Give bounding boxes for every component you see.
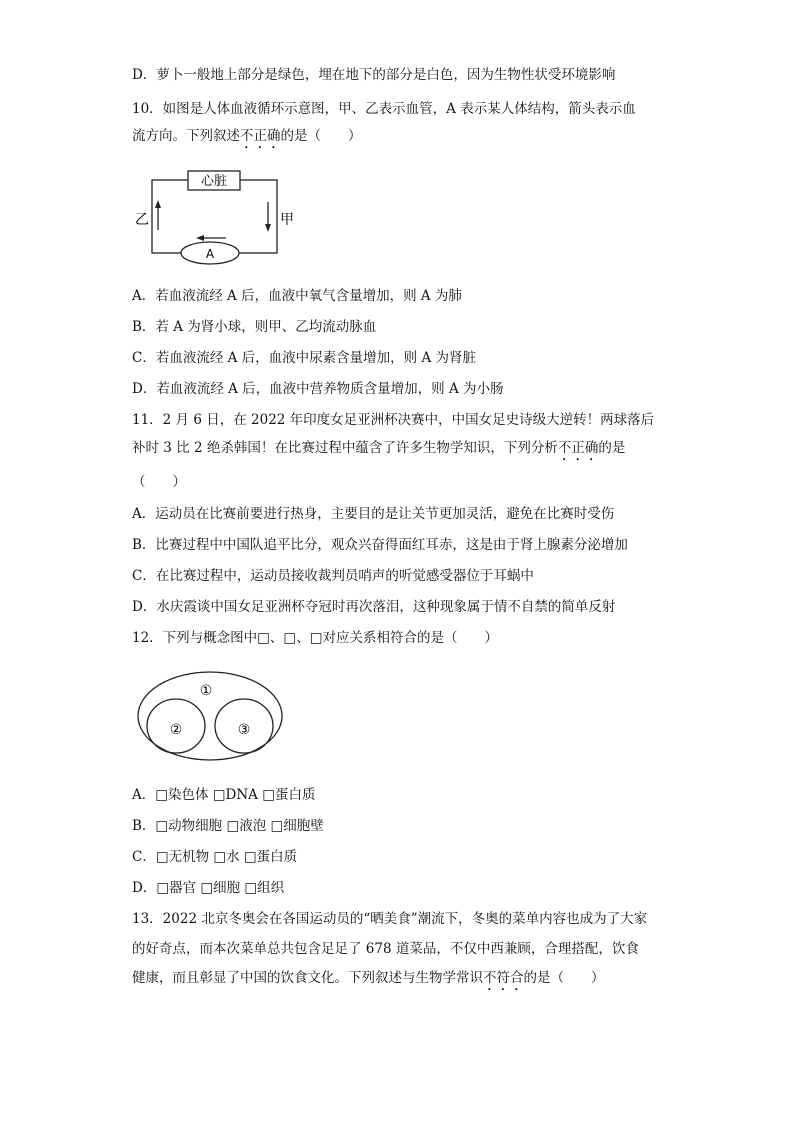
q10-option-a: A．若血液流经 A 后，血液中氧气含量增加，则 A 为肺: [132, 288, 462, 304]
q13-emphasis: 不符合: [483, 970, 524, 986]
q12-stem: 12．下列与概念图中□、□、□对应关系相符合的是（ ）: [132, 630, 498, 646]
q10-stem-line2: [132, 127, 362, 152]
q13-stem-line1: 13．2022 北京冬奥会在各国运动员的“晒美食”潮流下，冬奥的菜单内容也成为了大家: [132, 911, 648, 927]
heart-label: 心脏: [200, 174, 228, 189]
q11-stem-line1: 11．2 月 6 日，在 2022 年印度女足亚洲杯决赛中，中国女足史诗级大逆转！两球落后: [132, 412, 655, 428]
q11-answer-bracket: （ ）: [132, 474, 186, 490]
q13-stem-line2: 的好奇点，而本次菜单总共包含足足了 678 道菜品，不仅中西兼顾，合理搭配，饮食: [132, 941, 639, 957]
vessel-yi-label: 乙: [135, 212, 149, 228]
q11-emphasis: 不正确: [557, 440, 599, 456]
vessel-jia-label: 甲: [280, 212, 294, 228]
q13-stem-tail: 的是（ ）: [523, 970, 605, 986]
q11-option-a: A．运动员在比赛前要进行热身，主要目的是让关节更加灵活，避免在比赛时受伤: [132, 506, 615, 522]
right-down-arrow: [265, 202, 271, 232]
q11-option-d: D．水庆霞谈中国女足亚洲杯夺冠时再次落泪，这种现象属于情不自禁的简单反射: [132, 599, 616, 615]
structure-a-label: A: [205, 247, 215, 261]
q12-option-c: C．□无机物 □水 □蛋白质: [132, 849, 298, 865]
q12-option-d: D．□器官 □细胞 □组织: [132, 880, 285, 896]
q11-stem-tail: 的是: [598, 440, 626, 456]
q11-option-c: C．在比赛过程中，运动员接收裁判员哨声的听觉感受器位于耳蜗中: [132, 568, 534, 584]
left-up-arrow: [155, 200, 161, 230]
concept-label-3: ③: [237, 722, 251, 738]
concept-label-1: ①: [199, 683, 213, 699]
q13-stem-line3: [132, 969, 605, 994]
q10-option-b: B．若 A 为肾小球，则甲、乙均流动脉血: [132, 319, 377, 335]
concept-diagram: [134, 668, 294, 766]
q11-option-b: B．比赛过程中中国队追平比分，观众兴奋得面红耳赤，这是由于肾上腺素分泌增加: [132, 537, 628, 553]
q13-stem-text: 健康，而且彰显了中国的饮食文化。下列叙述与生物学常识: [132, 970, 483, 986]
q10-emphasis: 不正确: [240, 128, 281, 144]
q12-option-a: A．□染色体 □DNA □蛋白质: [132, 787, 316, 803]
concept-label-2: ②: [169, 722, 183, 738]
prev-option-d: D．萝卜一般地上部分是绿色，埋在地下的部分是白色，因为生物性状受环境影响: [132, 67, 616, 83]
bottom-left-arrow: [196, 235, 226, 241]
q11-stem-line2: [132, 439, 625, 464]
q10-stem-text: 流方向。下列叙述: [132, 128, 240, 144]
q10-option-d: D．若血液流经 A 后，血液中营养物质含量增加，则 A 为小肠: [132, 381, 504, 397]
q12-option-b: B．□动物细胞 □液泡 □细胞壁: [132, 818, 324, 834]
q10-stem-tail: 的是（ ）: [280, 128, 362, 144]
q10-stem-line1: 10．如图是人体血液循环示意图，甲、乙表示血管，A 表示某人体结构，箭头表示血: [132, 101, 636, 117]
q10-option-c: C．若血液流经 A 后，血液中尿素含量增加，则 A 为肾脏: [132, 350, 476, 366]
blood-circulation-diagram: [130, 162, 300, 272]
q11-stem-text: 补时 3 比 2 绝杀韩国！在比赛过程中蕴含了许多生物学知识，下列分析: [132, 440, 558, 456]
